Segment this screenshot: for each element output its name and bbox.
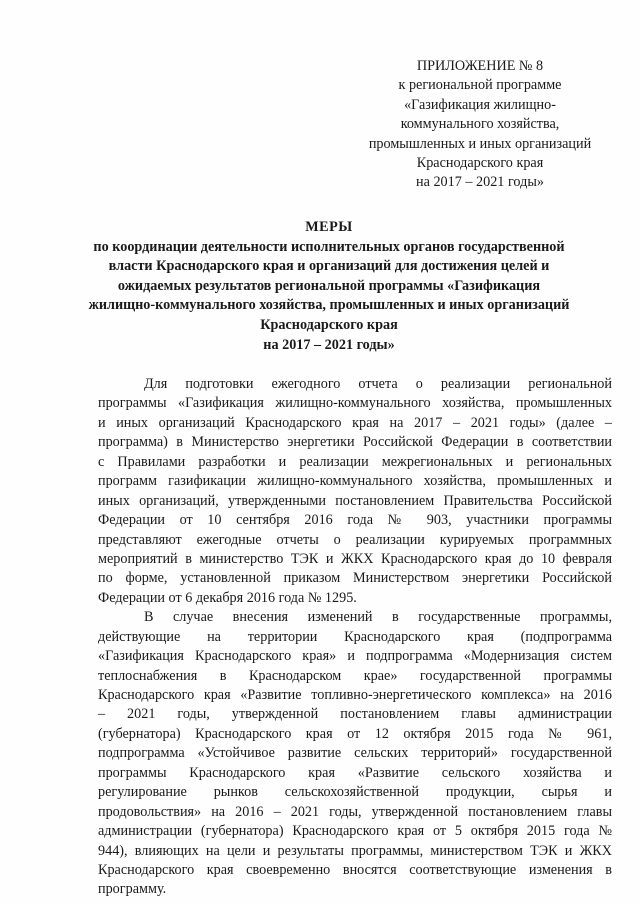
appendix-line: промышленных и иных организаций (368, 135, 592, 152)
paragraph-reporting (98, 375, 612, 608)
appendix-line: коммунального хозяйства, (400, 116, 560, 133)
paragraph-line: программы Краснодарского края «Развитие сельского хозяйства и (98, 764, 612, 781)
paragraph-line: 944), влияющих на цели и результаты программы, министерством ТЭК и ЖКХ (98, 842, 612, 859)
paragraph-line: и иных организаций Краснодарского края на 2017 – 2021 годы» (далее – (98, 414, 612, 431)
paragraph-line: по форме, установленной приказом Министерством энергетики Российской (98, 570, 612, 587)
paragraph-line: регулирование рынков сельскохозяйственной продукции, сырья и (98, 784, 612, 801)
heading-line: Краснодарского края (260, 316, 398, 333)
paragraph-line: программы «Газификация жилищно-коммунального хозяйства, промышленных (98, 395, 612, 412)
appendix-line: на 2017 – 2021 годы» (416, 174, 544, 191)
appendix-line: «Газификация жилищно- (404, 96, 556, 113)
paragraph-line: программу. (98, 881, 167, 898)
paragraph-line: программ газификации жилищно-коммунального хозяйства, промышленных и (98, 473, 612, 490)
document-heading (86, 218, 572, 355)
paragraph-line: подпрограмма «Устойчивое развитие сельских территорий» государственной (98, 745, 612, 762)
appendix-line: Краснодарского края (416, 155, 544, 172)
appendix-line: к региональной программе (398, 77, 562, 94)
paragraph-amendments (98, 608, 612, 900)
paragraph-line: продовольствия» на 2016 – 2021 годы, утвержденной постановлением главы (98, 803, 612, 820)
paragraph-line: Для подготовки ежегодного отчета о реализации региональной (144, 376, 612, 392)
paragraph-line: программа) в Министерство энергетики Российской Федерации в соответствии (98, 434, 612, 451)
paragraph-line: Федерации от 10 сентября 2016 года № 903, участники программы (98, 512, 612, 529)
body-text (98, 375, 612, 900)
heading-line: жилищно-коммунального хозяйства, промышленных и иных организаций (88, 297, 570, 314)
appendix-line: ПРИЛОЖЕНИЕ № 8 (416, 58, 544, 74)
paragraph-line: Федерации от 6 декабря 2016 года № 1295. (98, 589, 357, 606)
paragraph-line: – 2021 годы, утвержденной постановлением главы администрации (98, 706, 612, 723)
heading-line: власти Краснодарского края и организаций для достижения целей и (108, 258, 550, 275)
heading-line: ожидаемых результатов региональной программы «Газификация (117, 277, 541, 294)
paragraph-line: «Газификация Краснодарского края» и подпрограмма «Модернизация систем (98, 648, 612, 665)
paragraph-line: теплоснабжения в Краснодарском крае» государственной программы (98, 667, 612, 684)
paragraph-line: Краснодарского края «Развитие топливно-энергетического комплекса» на 2016 (98, 687, 612, 703)
paragraph-line: В случае внесения изменений в государственные программы, (144, 609, 612, 626)
appendix-header (360, 57, 600, 193)
paragraph-line: администрации (губернатора) Краснодарского края от 5 октября 2015 года № (98, 823, 612, 840)
paragraph-line: мероприятий в министерство ТЭК и ЖКХ Краснодарского края до 10 февраля (98, 550, 612, 567)
paragraph-line: представляют ежегодные отчеты о реализации курируемых программных (98, 531, 612, 548)
paragraph-line: иных организаций, утвержденными постановлением Правительства Российской (98, 492, 612, 509)
heading-title: МЕРЫ (305, 219, 353, 235)
paragraph-line: (губернатора) Краснодарского края от 12 октября 2015 года № 961, (98, 725, 612, 742)
heading-line: по координации деятельности исполнительных органов государственной (93, 238, 565, 255)
paragraph-line: Краснодарского края своевременно вносятся соответствующие изменения в (98, 861, 612, 878)
paragraph-line: действующие на территории Краснодарского края (подпрограмма (98, 628, 612, 645)
heading-line: на 2017 – 2021 годы» (263, 336, 395, 353)
paragraph-line: с Правилами разработки и реализации межрегиональных и региональных (98, 453, 612, 470)
